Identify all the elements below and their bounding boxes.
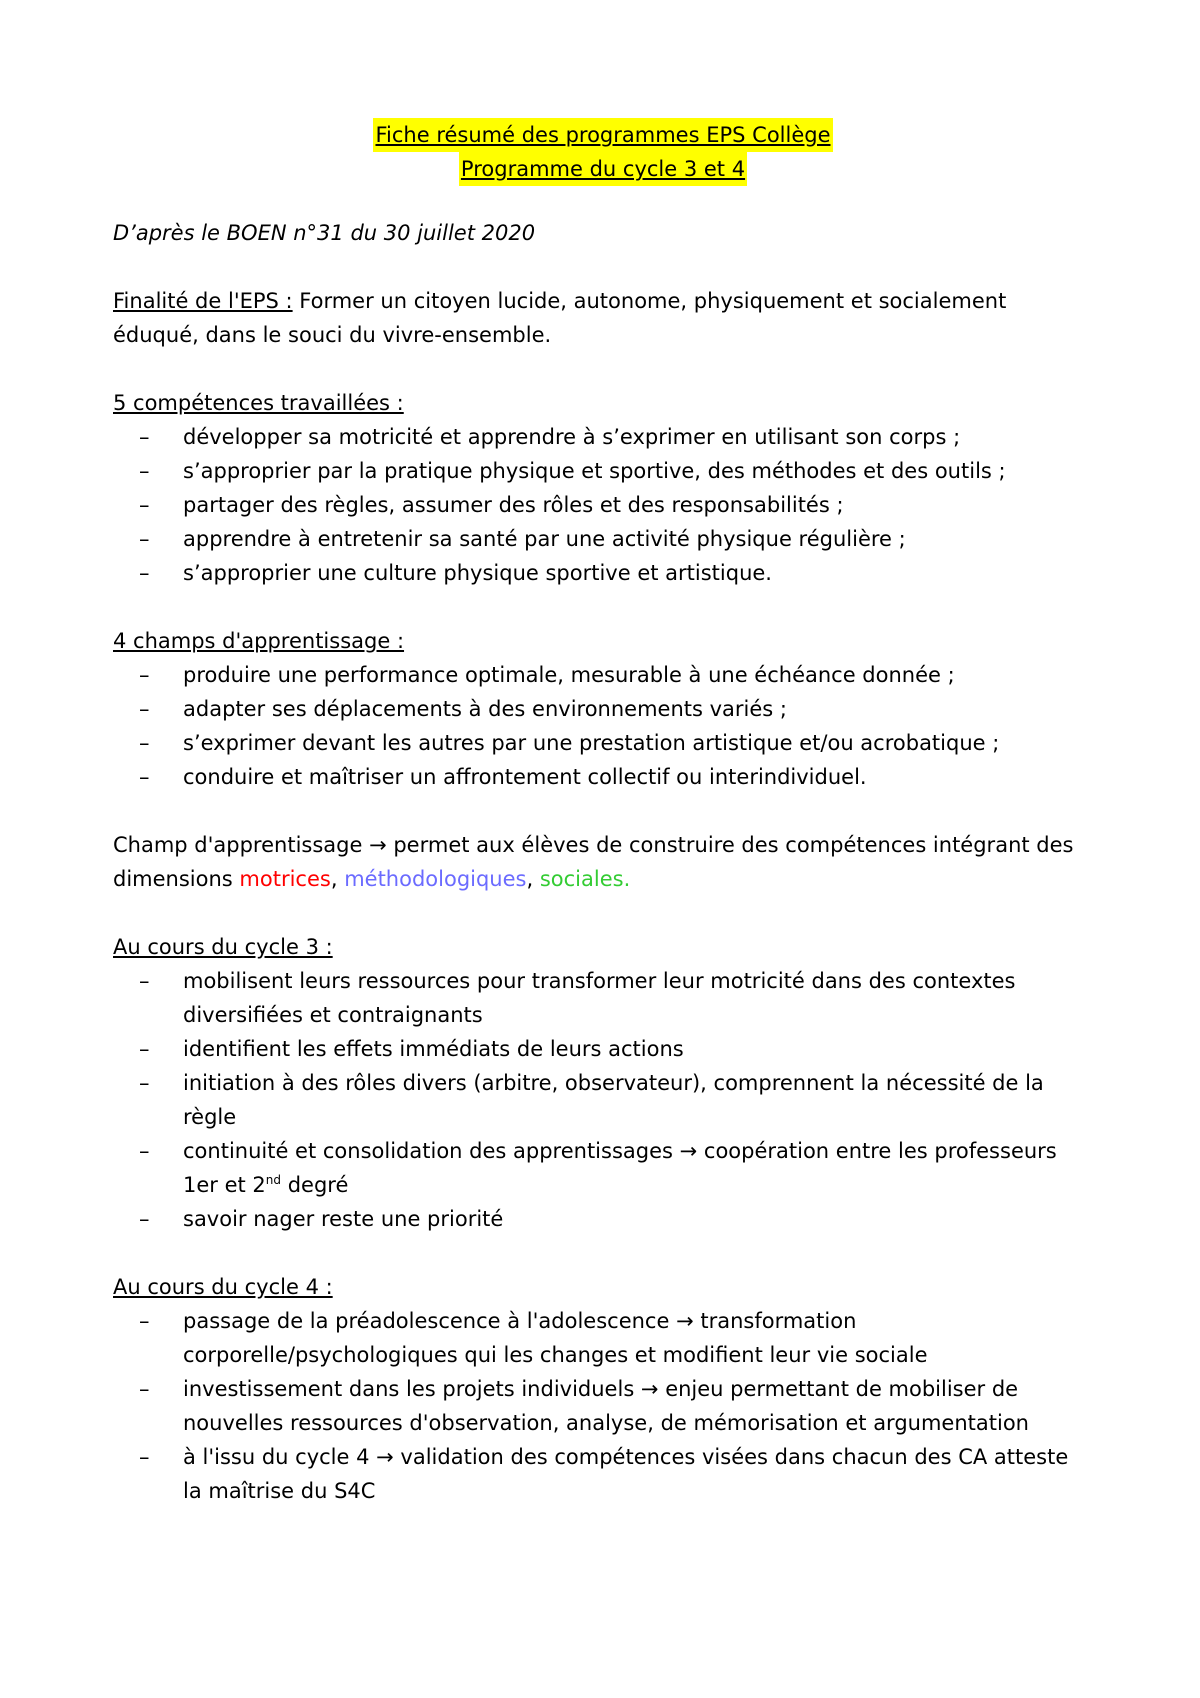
title-block [113, 118, 1093, 186]
cycle3-list [113, 964, 1093, 1236]
document-title: Fiche résumé des programmes EPS Collège [373, 118, 832, 152]
list-item: – conduire et maîtriser un affrontement collectif ou interindividuel. [139, 765, 867, 789]
champs-list [113, 658, 1093, 794]
list-item: – continuité et consolidation des apprentissages → coopération entre les professeurs 1er et 2nd degré [139, 1139, 1057, 1197]
methodologiques-word: méthodologiques [344, 867, 527, 891]
cycle4-heading: Au cours du cycle 4 : [113, 1275, 333, 1299]
list-item: – partager des règles, assumer des rôles et des responsabilités ; [139, 493, 844, 517]
finalite-text: Former un citoyen lucide, autonome, physiquement et socialement éduqué, dans le souci du vivre-ensemble. [113, 289, 1007, 347]
list-item: – initiation à des rôles divers (arbitre, observateur), comprennent la nécessité de la règle [139, 1071, 1044, 1129]
finalite-paragraph [113, 284, 1093, 352]
cycle3-section [113, 930, 1093, 1236]
finalite-label: Finalité de l'EPS : [113, 289, 293, 313]
list-item: – s’approprier par la pratique physique et sportive, des méthodes et des outils ; [139, 459, 1006, 483]
list-item: – s’exprimer devant les autres par une prestation artistique et/ou acrobatique ; [139, 731, 1000, 755]
list-item: – développer sa motricité et apprendre à s’exprimer en utilisant son corps ; [139, 425, 961, 449]
champs-heading: 4 champs d'apprentissage : [113, 629, 405, 653]
list-item: – investissement dans les projets individuels → enjeu permettant de mobiliser de nouvelles ressources d'observation, analyse, de mémorisation et argumentation [139, 1377, 1029, 1435]
list-item: – à l'issu du cycle 4 → validation des compétences visées dans chacun des CA atteste la maîtrise du S4C [139, 1445, 1069, 1503]
motrices-word: motrices [239, 867, 331, 891]
list-item: – savoir nager reste une priorité [139, 1207, 504, 1231]
competences-list [113, 420, 1093, 590]
list-item: – passage de la préadolescence à l'adolescence → transformation corporelle/psychologiques qui les changes et modifient leur vie sociale [139, 1309, 928, 1367]
list-item: – adapter ses déplacements à des environnements variés ; [139, 697, 787, 721]
sociales-word: sociales. [539, 867, 631, 891]
cycle4-list [113, 1304, 1093, 1508]
source-reference: D’après le BOEN n°31 du 30 juillet 2020 [113, 221, 536, 245]
list-item: – identifient les effets immédiats de leurs actions [139, 1037, 684, 1061]
list-item: – s’approprier une culture physique sportive et artistique. [139, 561, 772, 585]
competences-heading: 5 compétences travaillées : [113, 391, 404, 415]
cycle4-section [113, 1270, 1093, 1508]
champs-section [113, 624, 1093, 794]
list-item: – apprendre à entretenir sa santé par une activité physique régulière ; [139, 527, 906, 551]
list-item: – mobilisent leurs ressources pour transformer leur motricité dans des contextes diversifiées et contraignants [139, 969, 1016, 1027]
cycle3-heading: Au cours du cycle 3 : [113, 935, 333, 959]
document-subtitle: Programme du cycle 3 et 4 [459, 152, 747, 186]
document-page [113, 118, 1093, 1508]
competences-section [113, 386, 1093, 590]
list-item: – produire une performance optimale, mesurable à une échéance donnée ; [139, 663, 955, 687]
champ-note-paragraph: Champ d'apprentissage → permet aux élèves de construire des compétences intégrant des dimensions motrices, méthodologiques, sociales. [113, 833, 1074, 891]
